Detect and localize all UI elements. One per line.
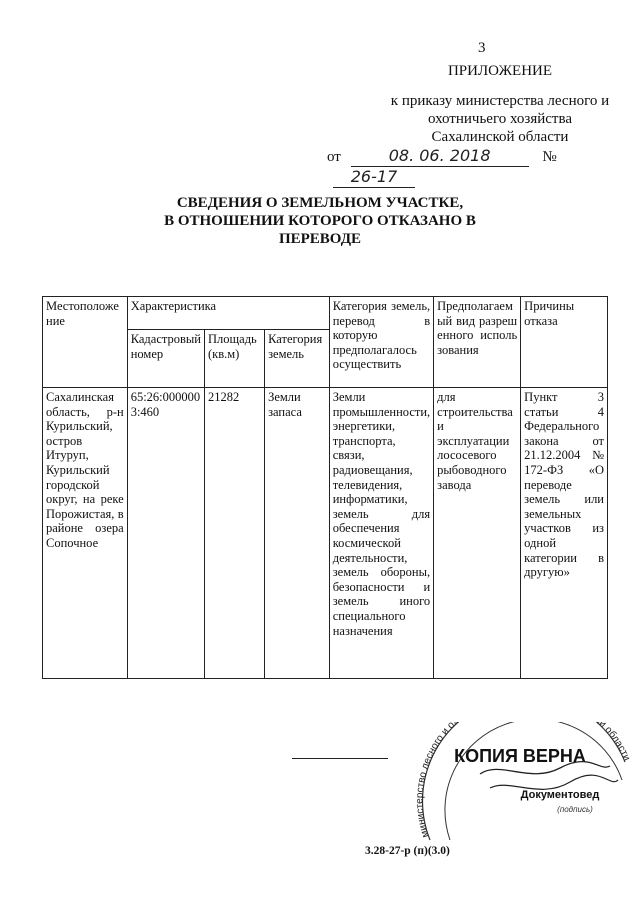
number-field: [333, 167, 415, 188]
order-date-line: [327, 146, 640, 188]
signature-line: [292, 758, 388, 759]
handwritten-number: 26-17: [350, 167, 398, 186]
header-location: Местоположение: [43, 297, 128, 388]
appendix-line-2: охотничьего хозяйства: [427, 111, 573, 127]
header-cadastral: Кадастровый номер: [127, 330, 204, 388]
cell-intended-use: для строительства и эксплуатации лососевого рыбоводного завода: [434, 388, 521, 679]
cell-reasons: Пункт 3 статьи 4 Федерального закона от 21.12.2004 № 172-ФЗ «О переводе земель или земельных участков из одной категории в другую»: [521, 388, 608, 679]
header-category: Категория земель: [265, 330, 330, 388]
title-line-2: В ОТНОШЕНИИ КОТОРОГО ОТКАЗАНО В: [164, 213, 476, 229]
header-characteristics: Характеристика: [127, 297, 329, 330]
cell-location: Сахалинская область, р-н Курильский, остров Итуруп, Курильский городской округ, на реке Порожистая, в районе озера Сопочное: [43, 388, 128, 679]
table-header-row-1: [43, 297, 608, 330]
stamp-ring-text: министерство лесного и о й област: [414, 722, 630, 839]
table-row: [43, 388, 608, 679]
header-target-category: Категория земель, перевод в которую предполагалось осуществить: [329, 297, 433, 388]
header-reasons: Причины отказа: [521, 297, 608, 388]
cell-area: 21282: [205, 388, 265, 679]
appendix-heading: ПРИЛОЖЕНИЕ: [447, 63, 553, 79]
date-prefix: от: [327, 149, 341, 165]
cell-cadastral: 65:26:0000003:460: [127, 388, 204, 679]
svg-text:министерство лесного и охотнич: [415, 722, 630, 839]
handwritten-date: 08. 06. 2018: [388, 146, 491, 165]
header-area: Площадь (кв.м): [205, 330, 265, 388]
date-field: [351, 146, 529, 167]
stamp-sub-text: Документовед: [520, 789, 600, 801]
cell-category: Земли запаса: [265, 388, 330, 679]
title-line-1: СВЕДЕНИЯ О ЗЕМЕЛЬНОМ УЧАСТКЕ,: [176, 195, 464, 211]
title-line-3: ПЕРЕВОДЕ: [278, 231, 362, 247]
stamp-sub-text-2: (подпись): [557, 805, 593, 814]
appendix-line-3: Сахалинской области: [431, 129, 569, 145]
stamp-main-text: КОПИЯ ВЕРНА: [454, 746, 586, 766]
page-number: 3: [478, 40, 486, 56]
copy-certified-stamp: [410, 722, 630, 842]
header-intended-use: Предполагаемый вид разрешенного использования: [434, 297, 521, 388]
land-plot-table: [42, 296, 608, 679]
signature-scribble-2: [490, 775, 618, 789]
document-title: [0, 194, 640, 248]
cell-target-category: Земли промышленности, энергетики, транспорта, связи, радиовещания, телевидения, информатики, земель для обеспечения космической деятельности, земель обороны, безопасности и земель иного специального назначения: [329, 388, 433, 679]
document-code: 3.28-27-р (п)(3.0): [365, 845, 450, 857]
appendix-line-1: к приказу министерства лесного и: [390, 93, 610, 109]
number-prefix: №: [542, 149, 557, 165]
stamp-graphic: [410, 722, 630, 842]
